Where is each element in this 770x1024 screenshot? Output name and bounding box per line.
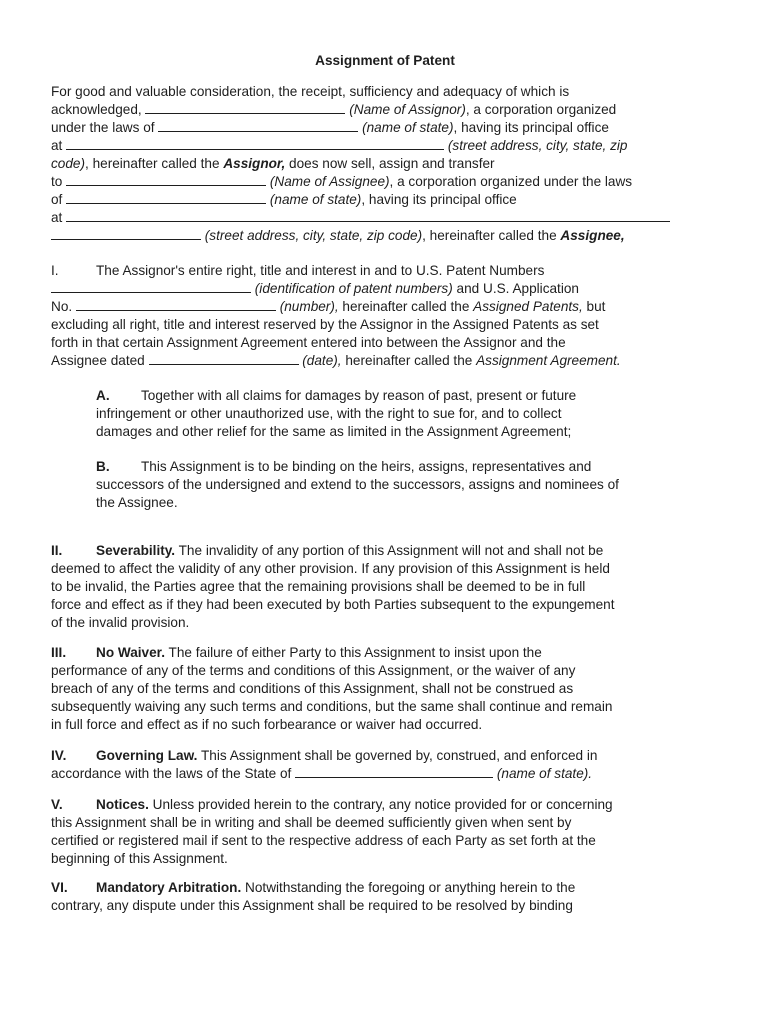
assignee-address-blank-2[interactable] xyxy=(51,227,201,240)
intro-line: at (street address, city, state, zip xyxy=(51,138,628,153)
assignee-name-blank[interactable] xyxy=(66,173,266,186)
intro-line: (street address, city, state, zip code), hereinafter called the Assignee, xyxy=(51,227,683,245)
intro-line: of (name of state), having its principal office xyxy=(51,192,517,207)
subsection-label: A. xyxy=(96,388,110,403)
subsection-b: B. This Assignment is to be binding on the heirs, assigns, representatives and successors of the undersigned and extend to the successors, assigns and nominees of the Assignee. xyxy=(96,459,619,510)
section-number: III. xyxy=(51,645,67,660)
section-heading: No Waiver. xyxy=(96,645,165,660)
section-4-governing-law: IV. Governing Law. This Assignment shall be governed by, construed, and enforced in accordance with the laws of the State of (name of state). xyxy=(51,748,598,781)
assignor-address-blank[interactable] xyxy=(66,137,444,150)
intro-line: at xyxy=(51,209,683,227)
intro-line: acknowledged, (Name of Assignor), a corporation organized xyxy=(51,102,617,117)
section-heading: Notices. xyxy=(96,797,149,812)
subsection-a: A. Together with all claims for damages by reason of past, present or future infringement or other unauthorized use, with the right to sue for, and to collect damages and other relief for the same as limited in the Assignment Agreement; xyxy=(96,388,577,439)
section-number: V. xyxy=(51,797,63,812)
section-heading: Governing Law. xyxy=(96,748,198,763)
patent-numbers-blank[interactable] xyxy=(51,280,251,293)
section-5-notices: V. Notices. Unless provided herein to the contrary, any notice provided for or concerning this Assignment shall be in writing and shall be deemed sufficiently given when sent by certified or registered mail if sent to the respective address of each Party as set forth at the beginning of this Assignment. xyxy=(51,797,613,866)
assignee-state-blank[interactable] xyxy=(66,191,266,204)
subsection-label: B. xyxy=(96,459,110,474)
intro-line: For good and valuable consideration, the receipt, sufficiency and adequacy of which is xyxy=(51,84,570,99)
intro-line: to (Name of Assignee), a corporation organized under the laws xyxy=(51,174,633,189)
assignor-name-blank[interactable] xyxy=(145,101,345,114)
document-title: Assignment of Patent xyxy=(315,53,455,68)
section-heading: Severability. xyxy=(96,543,176,558)
assignee-address-blank[interactable] xyxy=(66,209,670,222)
section-number: IV. xyxy=(51,748,67,763)
intro-line: code), hereinafter called the Assignor, does now sell, assign and transfer xyxy=(51,156,495,171)
assignor-state-blank[interactable] xyxy=(158,119,358,132)
governing-state-blank[interactable] xyxy=(295,765,493,778)
section-3-no-waiver: III. No Waiver. The failure of either Party to this Assignment to insist upon the performance of any of the terms and conditions of this Assignment, or the waiver of any breach of any of the terms and conditions of this Assignment, shall not be construed as subsequently waiving any such terms and conditions, but the same shall continue and remain in full force and effect as if no such forbearance or waiver had occurred. xyxy=(51,645,613,732)
section-number: II. xyxy=(51,543,63,558)
section-2-severability: II. Severability. The invalidity of any portion of this Assignment will not and shall not be deemed to affect the validity of any other provision. If any provision of this Assignment is held to be invalid, the Parties agree that the remaining provisions shall be deemed to be in full force and effect as if they had been executed by both Parties subsequent to the expungement of the invalid provision. xyxy=(51,543,615,630)
intro-paragraph xyxy=(51,83,683,245)
intro-line: under the laws of (name of state), having its principal office xyxy=(51,120,609,135)
section-number: VI. xyxy=(51,880,68,895)
section-1: I. The Assignor's entire right, title and interest in and to U.S. Patent Numbers (identification of patent numbers) and U.S. Application No. (number), hereinafter called the Assigned Patents, but excluding all right, title and interest reserved by the Assignor in the Assigned Patents as set forth in that certain Assignment Agreement entered into between the Assignor and the Assignee dated (date), hereinafter called the Assignment Agreement. xyxy=(51,263,621,368)
section-heading: Mandatory Arbitration. xyxy=(96,880,242,895)
section-6-mandatory-arbitration: VI. Mandatory Arbitration. Notwithstanding the foregoing or anything herein to the contrary, any dispute under this Assignment shall be required to be resolved by binding xyxy=(51,880,576,913)
application-number-blank[interactable] xyxy=(76,298,276,311)
section-number: I. xyxy=(51,263,59,278)
agreement-date-blank[interactable] xyxy=(149,352,299,365)
